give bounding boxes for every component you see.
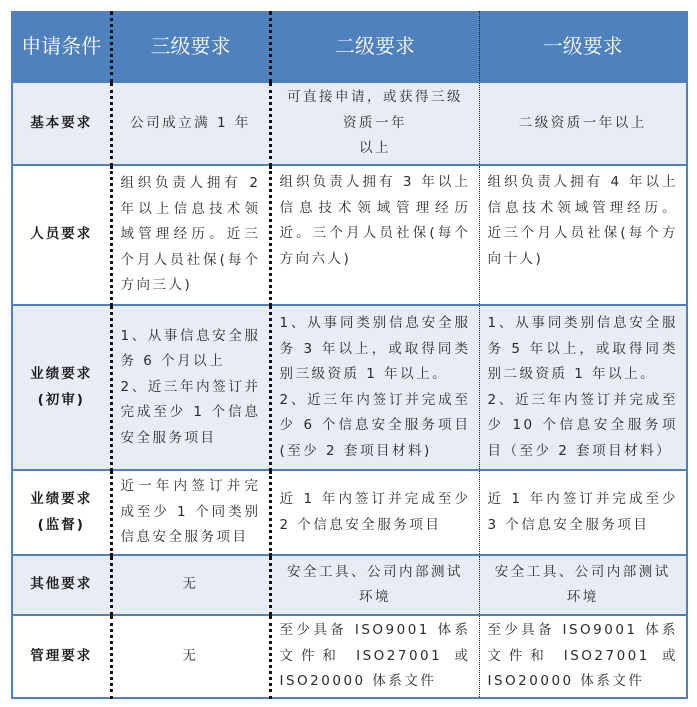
row-label: 其他要求 <box>12 555 111 615</box>
cell-line: 2、近三年内签订并完成至少 10 个信息安全服务项目（至少 2 套项目材料） <box>487 391 678 459</box>
cell-level3: 无 <box>111 555 270 615</box>
requirements-table <box>11 11 688 699</box>
row-label: 人员要求 <box>12 165 111 305</box>
header-row <box>12 11 687 82</box>
cell-level2 <box>270 305 479 470</box>
table-row-performance-supervision <box>12 470 687 555</box>
cell-level2: 至少具备 ISO9001 体系文件和 ISO27001 或 ISO20000 体系文件 <box>270 615 479 698</box>
header-condition: 申请条件 <box>12 11 111 82</box>
row-label <box>12 305 111 470</box>
row-label: 管理要求 <box>12 615 111 698</box>
header-level3: 三级要求 <box>111 11 270 82</box>
cell-level1: 组织负责人拥有 4 年以上信息技术领域管理经历。近三个月人员社保(每个方向十人) <box>479 165 687 305</box>
cell-line: 1、从事同类别信息安全服务 3 年以上，或取得同类别三级资质 1 年以上。 <box>279 315 471 382</box>
cell-level1 <box>479 305 687 470</box>
row-label <box>12 470 111 555</box>
cell-level3 <box>111 305 270 470</box>
cell-level1: 至少具备 ISO9001 体系文件和 ISO27001 或 ISO20000 体系文件 <box>479 615 687 698</box>
cell-level3: 近一年内签订并完成至少 1 个同类别信息安全服务项目 <box>111 470 270 555</box>
cell-level1 <box>479 555 687 615</box>
cell-level3: 组织负责人拥有 2 年以上信息技术领域管理经历。近三个月人员社保(每个方向三人) <box>111 165 270 305</box>
cell-level2 <box>270 82 479 165</box>
row-label: 基本要求 <box>12 82 111 165</box>
cell-level2: 组织负责人拥有 3 年以上信息技术领域管理经历近。三个月人员社保(每个方向六人) <box>270 165 479 305</box>
cell-line: 2、近三年内签订并完成至少 6 个信息安全服务项目(至少 2 套项目材料) <box>279 391 471 459</box>
cell-line: 1、从事同类别信息安全服务 5 年以上，或取得同类别二级资质 1 年以上。 <box>487 315 678 382</box>
cell-level3: 无 <box>111 615 270 698</box>
cell-line: 2、近三年内签订并完成至少 1 个信息安全服务项目 <box>120 378 261 446</box>
cell-level2: 近 1 年内签订并完成至少 2 个信息安全服务项目 <box>270 470 479 555</box>
cell-level1: 近 1 年内签订并完成至少 3 个信息安全服务项目 <box>479 470 687 555</box>
cell-level1: 二级资质一年以上 <box>479 82 687 165</box>
table-row-management <box>12 615 687 698</box>
cell-line: 以上 <box>359 140 391 157</box>
table-row-performance-initial <box>12 305 687 470</box>
cell-line: 环境 <box>359 589 391 605</box>
cell-line: 环境 <box>566 589 599 605</box>
cell-line: 可直接申请，或获得三级 <box>287 89 463 106</box>
cell-line: 1、从事信息安全服务 6 个月以上 <box>120 327 261 370</box>
row-label-line: 业绩要求 <box>30 491 93 507</box>
cell-line: 资质一年 <box>343 114 407 131</box>
cell-level3: 公司成立满 1 年 <box>111 82 270 165</box>
header-level1: 一级要求 <box>479 11 687 82</box>
cell-line: 安全工具、公司内部测试 <box>287 563 463 580</box>
table-row-other <box>12 555 687 615</box>
table-row-basic <box>12 82 687 165</box>
row-label-line: (初审) <box>37 391 85 408</box>
cell-line: 安全工具、公司内部测试 <box>494 563 671 580</box>
header-level2: 二级要求 <box>270 11 479 82</box>
table-row-personnel <box>12 165 687 305</box>
row-label-line: (监督) <box>37 516 85 533</box>
row-label-line: 业绩要求 <box>30 366 93 382</box>
cell-level2 <box>270 555 479 615</box>
